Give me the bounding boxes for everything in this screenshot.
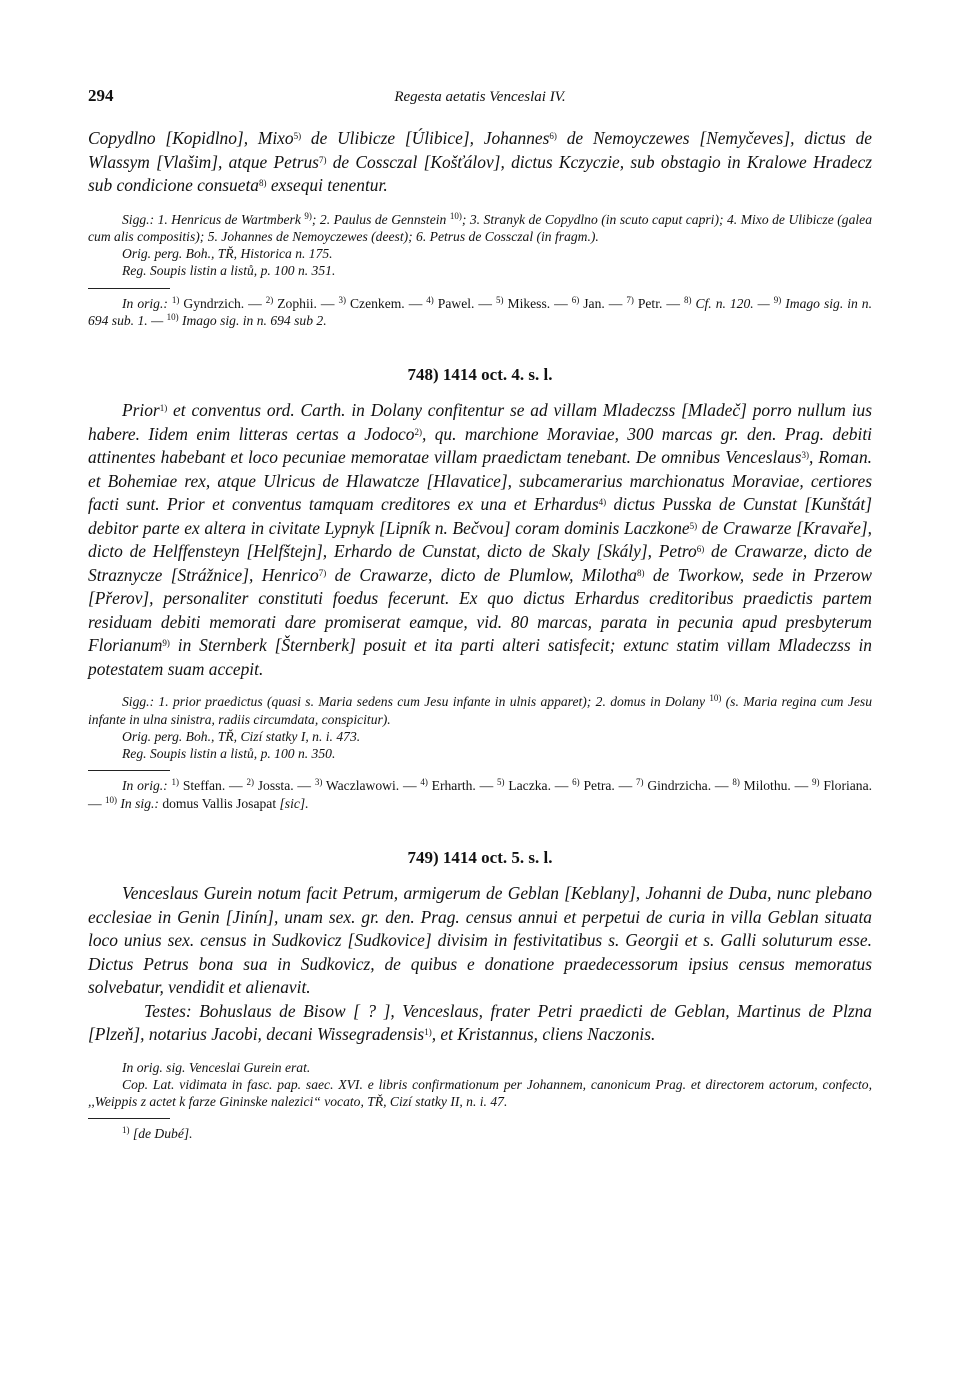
witnesses-paragraph: Testes: Bohuslaus de Bisow [ ? ], Venceslaus, frater Petri praedicti de Geblan, Martinus de Plzna [Plzeň], notarius Jacobi, decani Wissegradensis$^{1)}$, et Kristannus, cliens Naczonis. [88,1000,872,1045]
entry-text-748: Prior$^{1)}$ et conventus ord. Carth. in Dolany confitentur se ad villam Mladeczss [Mladeč] porro nullum ius habere. Iidem enim litteras certas a Jodoco$^{2)}$, qu. marchione Moraviae, 300 marcas gr. den. Prag. debiti attinentes habebant et loco pecuniae memoratae villam praedictam tenebant. De omnibus Venceslaus$^{3)}$, Roman. et Bohemiae rex, atque Ulricus de Hlawatcze [Hlavatice], subcamerarius marchionatus Moraviae, certiores facti sunt. Prior et conventus tamquam creditores ex una et Erhardus$^{4)}$ dictus Pusska de Cunstat [Kunštát] debitor parte ex altera in civitate Lypnyk [Lipník n. Bečvou] coram dominis Laczkone$^{5)}$ de Crawarze [Kravaře], dicto de Helffensteyn [Helfštejn], Erhardo de Cunstat, dicto de Skaly [Skály], Petro$^{6)}$ de Crawarze, dicto de Straznycze [Strážnice], Henrico$^{7)}$ de Crawarze, dicto de Plumlow, Milotha$^{8)}$ de Tworkow, sede in Przerow [Přerov], personaliter constituti foedus fecerunt. Ex quo dictus Erhardus creditoribus praedictis partem residuam debiti memorati dare promiserat eamque, vid. 80 marcas, parata in pecunia apud presbyterum Florianum$^{9)}$ in Sternberk [Šternberk] posuit et ita parti alteri satisfecit; extunc statim villam Mladeczss in potestatem suam accepit. [88,400,873,679]
page-header [88,86,872,114]
notes-divider [88,770,170,771]
original-reference: Orig. perg. Boh., TŘ, Cizí statky I, n. i. 473. [122,728,361,744]
entry-heading-749: 749) 1414 oct. 5. s. l. [407,848,553,868]
seal-note: In orig. sig. Venceslai Gurein erat. [122,1059,311,1075]
footnote-divider [88,1118,170,1119]
copy-reference: Cop. Lat. vidimata in fasc. pap. saec. XVI. e libris confirmationum per Johannem, canonicum Prag. et directorem actorum, confecto, ,,Weippis z actet k farze Gininske nalezici“ vocato, TŘ, Cizí statky II, n. i. 47. [88,1076,872,1110]
textual-notes-1: In orig.: $^{1)}$ Gyndrzich. — $^{2)}$ Zophii. — $^{3)}$ Czenkem. — $^{4)}$ Pawel. — $^{5)}$ Mikess. — $^{6)}$ Jan. — $^{7)}$ Petr. — $^{8)}$ Cf. n. 120. — $^{9)}$ Imago sig. in n. 694 sub. 1. — $^{10)}$ Imago sig. in n. 694 sub 2. [88,294,872,328]
seals-block-746 [88,211,872,280]
seals-description: Sigg.: 1. Henricus de Wartmberk $^{9)}$; 2. Paulus de Gennstein $^{10)}$; 3. Stranyk de Copydlno (in scuto caput capri); 4. Mixo de Ulibicze (galea cum alis compositis); 5. Johannes de Nemoyczewes (deest); 6. Petrus de Cossczal (in fragm.). [88,210,872,244]
entry-heading-748: 748) 1414 oct. 4. s. l. [407,365,553,385]
seals-block-748 [88,693,872,762]
page-number: 294 [88,86,114,105]
running-title: Regesta aetatis Venceslai IV. [394,89,566,105]
textual-notes-748: In orig.: $^{1)}$ Steffan. — $^{2)}$ Jossta. — $^{3)}$ Waczlawowi. — $^{4)}$ Erharth. — $^{5)}$ Laczka. — $^{6)}$ Petra. — $^{7)}$ Gindrzicha. — $^{8)}$ Milothu. — $^{9)}$ Floriana. — $^{10)}$ In sig.: domus Vallis Josapat [sic]. [88,777,873,811]
original-reference: Orig. perg. Boh., TŘ, Historica n. 175. [122,246,333,262]
document-page [88,86,872,1143]
continuation-paragraph: Copydlno [Kopidlno], Mixo$^{5)}$ de Ulibicze [Úlibice], Johannes$^{6)}$ de Nemoyczewes [Nemyčeves], dictus de Wlassym [Vlašim], atque Petrus$^{7)}$ de Cossczal [Košťálov], dictus Kczyczie, sub obstagio in Kralowe Hradecz sub condicione consueta$^{8)}$ exsequi tenentur. [88,128,872,195]
seals-description: Sigg.: 1. prior praedictus (quasi s. Maria sedens cum Jesu infante in ulnis apparet); 2. domus in Dolany $^{10)}$ (s. Maria regina cum Jesu infante in ulna sinistra, radiis circumdata, conspicitur). [88,693,872,727]
footnote: $^{1)}$ [de Dubé]. [122,1125,193,1142]
regest-reference: Reg. Soupis listin a listů, p. 100 n. 350. [122,746,336,762]
entry-text-749: Venceslaus Gurein notum facit Petrum, armigerum de Geblan [Keblany], Johanni de Duba, nunc plebano ecclesiae in Genin [Jinín], unam sex. gr. den. Prag. census annui et perpetui de curia in villa Geblan situata loco unius sex. census in Sudkovicz [Sudkovice] divisim in festivitatibus s. Georgii et s. Galli soluturum esse. Dictus Petrus bona sua in Sudkovicz, de quibus e donatione praedecessorum ipsius census memoratus solvebatur, vendidit et alienavit. [88,883,872,998]
source-block-749 [88,1059,872,1111]
regest-reference: Reg. Soupis listin a listů, p. 100 n. 351. [122,263,336,279]
notes-divider [88,288,170,289]
